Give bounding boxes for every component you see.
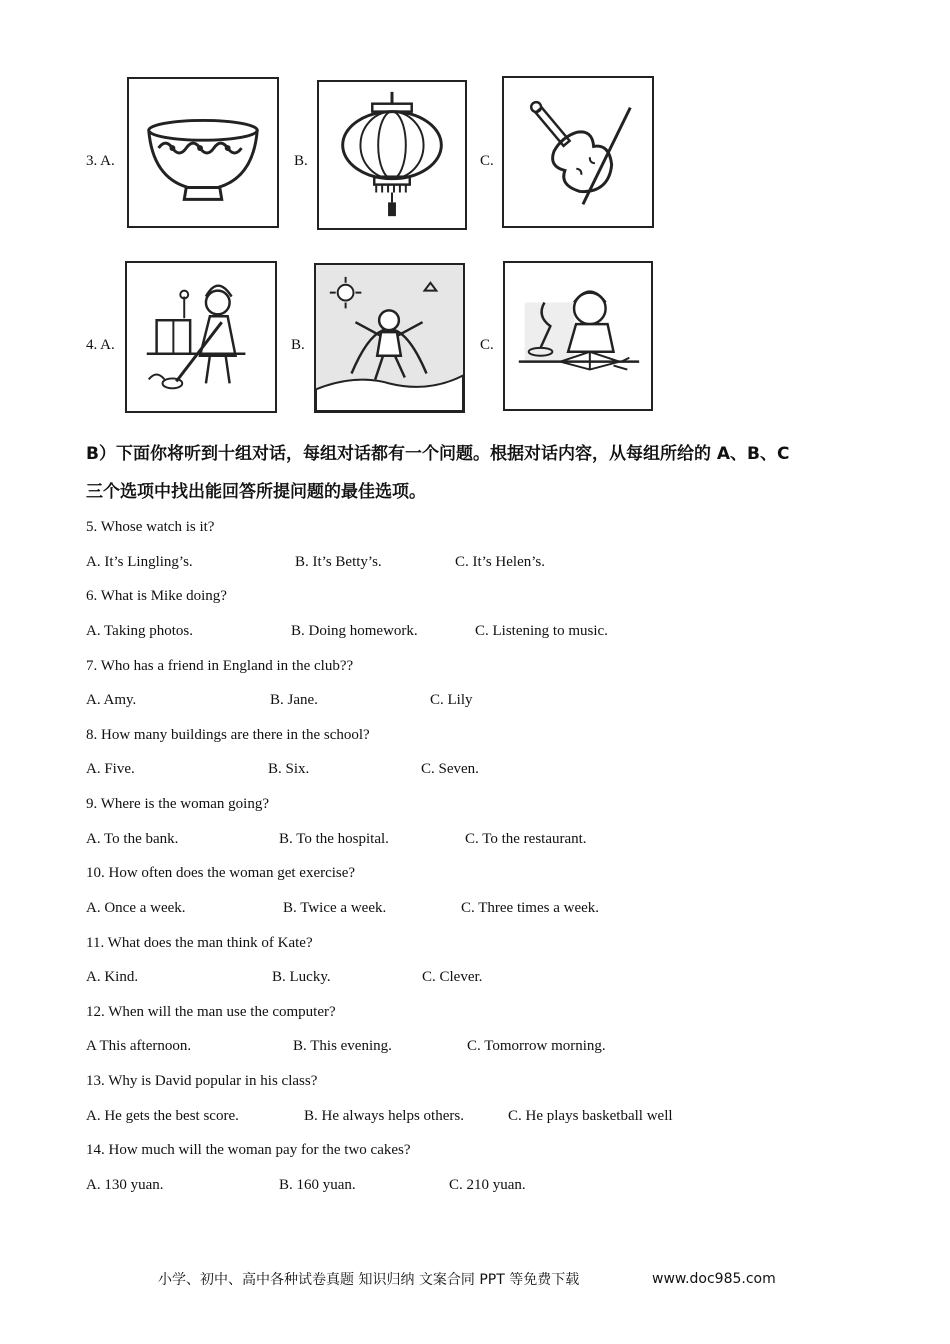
q5-option-c[interactable]: C. It’s Helen’s.	[455, 554, 545, 570]
q5-option-b[interactable]: B. It’s Betty’s.	[295, 554, 382, 570]
question-12: 12. When will the man use the computer?	[86, 1004, 336, 1020]
q11-option-a[interactable]: A. Kind.	[86, 969, 139, 985]
q7-option-a[interactable]: A. Amy.	[86, 692, 137, 708]
question-5: 5. Whose watch is it?	[86, 519, 215, 535]
q11-option-c[interactable]: C. Clever.	[422, 969, 483, 985]
q8-option-c[interactable]: C. Seven.	[421, 761, 479, 777]
q3-c-label: C.	[480, 153, 494, 169]
q5-option-a[interactable]: A. It’s Lingling’s.	[86, 554, 193, 570]
q4-number: 4. A.	[86, 337, 115, 353]
q3-number: 3. A.	[86, 153, 115, 169]
q9-option-c[interactable]: C. To the restaurant.	[465, 831, 587, 847]
girl-jumping-rope-icon[interactable]	[314, 263, 465, 413]
footer-url-link[interactable]: www.doc985.com	[652, 1271, 776, 1287]
violin-icon[interactable]	[502, 76, 654, 228]
q12-option-b[interactable]: B. This evening.	[293, 1038, 392, 1054]
question-14: 14. How much will the woman pay for the two cakes?	[86, 1142, 411, 1158]
question-13: 13. Why is David popular in his class?	[86, 1073, 318, 1089]
q7-option-c[interactable]: C. Lily	[430, 692, 473, 708]
question-11: 11. What does the man think of Kate?	[86, 935, 313, 951]
q8-option-b[interactable]: B. Six.	[268, 761, 310, 777]
section-b-instruction-line1: B）下面你将听到十组对话，每组对话都有一个问题。根据对话内容，从每组所给的 A、B、C	[86, 444, 790, 464]
q12-option-c[interactable]: C. Tomorrow morning.	[467, 1038, 606, 1054]
boy-reading-icon[interactable]	[503, 261, 653, 411]
q10-option-b[interactable]: B. Twice a week.	[283, 900, 387, 916]
q6-option-a[interactable]: A. Taking photos.	[86, 623, 194, 639]
q14-option-b[interactable]: B. 160 yuan.	[279, 1177, 356, 1193]
q10-option-c[interactable]: C. Three times a week.	[461, 900, 600, 916]
q3-b-label: B.	[294, 153, 308, 169]
section-b-instruction-line2: 三个选项中找出能回答所提问题的最佳选项。	[86, 482, 426, 502]
q11-option-b[interactable]: B. Lucky.	[272, 969, 331, 985]
q6-option-b[interactable]: B. Doing homework.	[291, 623, 418, 639]
q6-option-c[interactable]: C. Listening to music.	[475, 623, 608, 639]
q4-c-label: C.	[480, 337, 494, 353]
q7-option-b[interactable]: B. Jane.	[270, 692, 318, 708]
q9-option-a[interactable]: A. To the bank.	[86, 831, 179, 847]
q13-option-c[interactable]: C. He plays basketball well	[508, 1108, 673, 1124]
lantern-icon[interactable]	[317, 80, 467, 230]
question-6: 6. What is Mike doing?	[86, 588, 227, 604]
bowl-icon[interactable]	[127, 77, 279, 228]
q4-b-label: B.	[291, 337, 305, 353]
q13-option-b[interactable]: B. He always helps others.	[304, 1108, 464, 1124]
q12-option-a[interactable]: A This afternoon.	[86, 1038, 192, 1054]
q8-option-a[interactable]: A. Five.	[86, 761, 135, 777]
question-9: 9. Where is the woman going?	[86, 796, 270, 812]
question-10: 10. How often does the woman get exercise?	[86, 865, 356, 881]
q10-option-a[interactable]: A. Once a week.	[86, 900, 186, 916]
q9-option-b[interactable]: B. To the hospital.	[279, 831, 389, 847]
q14-option-a[interactable]: A. 130 yuan.	[86, 1177, 164, 1193]
girl-sweeping-icon[interactable]	[125, 261, 277, 413]
footer-text: 小学、初中、高中各种试卷真题 知识归纳 文案合同 PPT 等免费下载	[158, 1272, 580, 1288]
q14-option-c[interactable]: C. 210 yuan.	[449, 1177, 526, 1193]
q13-option-a[interactable]: A. He gets the best score.	[86, 1108, 239, 1124]
question-7: 7. Who has a friend in England in the club??	[86, 658, 354, 674]
question-8: 8. How many buildings are there in the school?	[86, 727, 370, 743]
